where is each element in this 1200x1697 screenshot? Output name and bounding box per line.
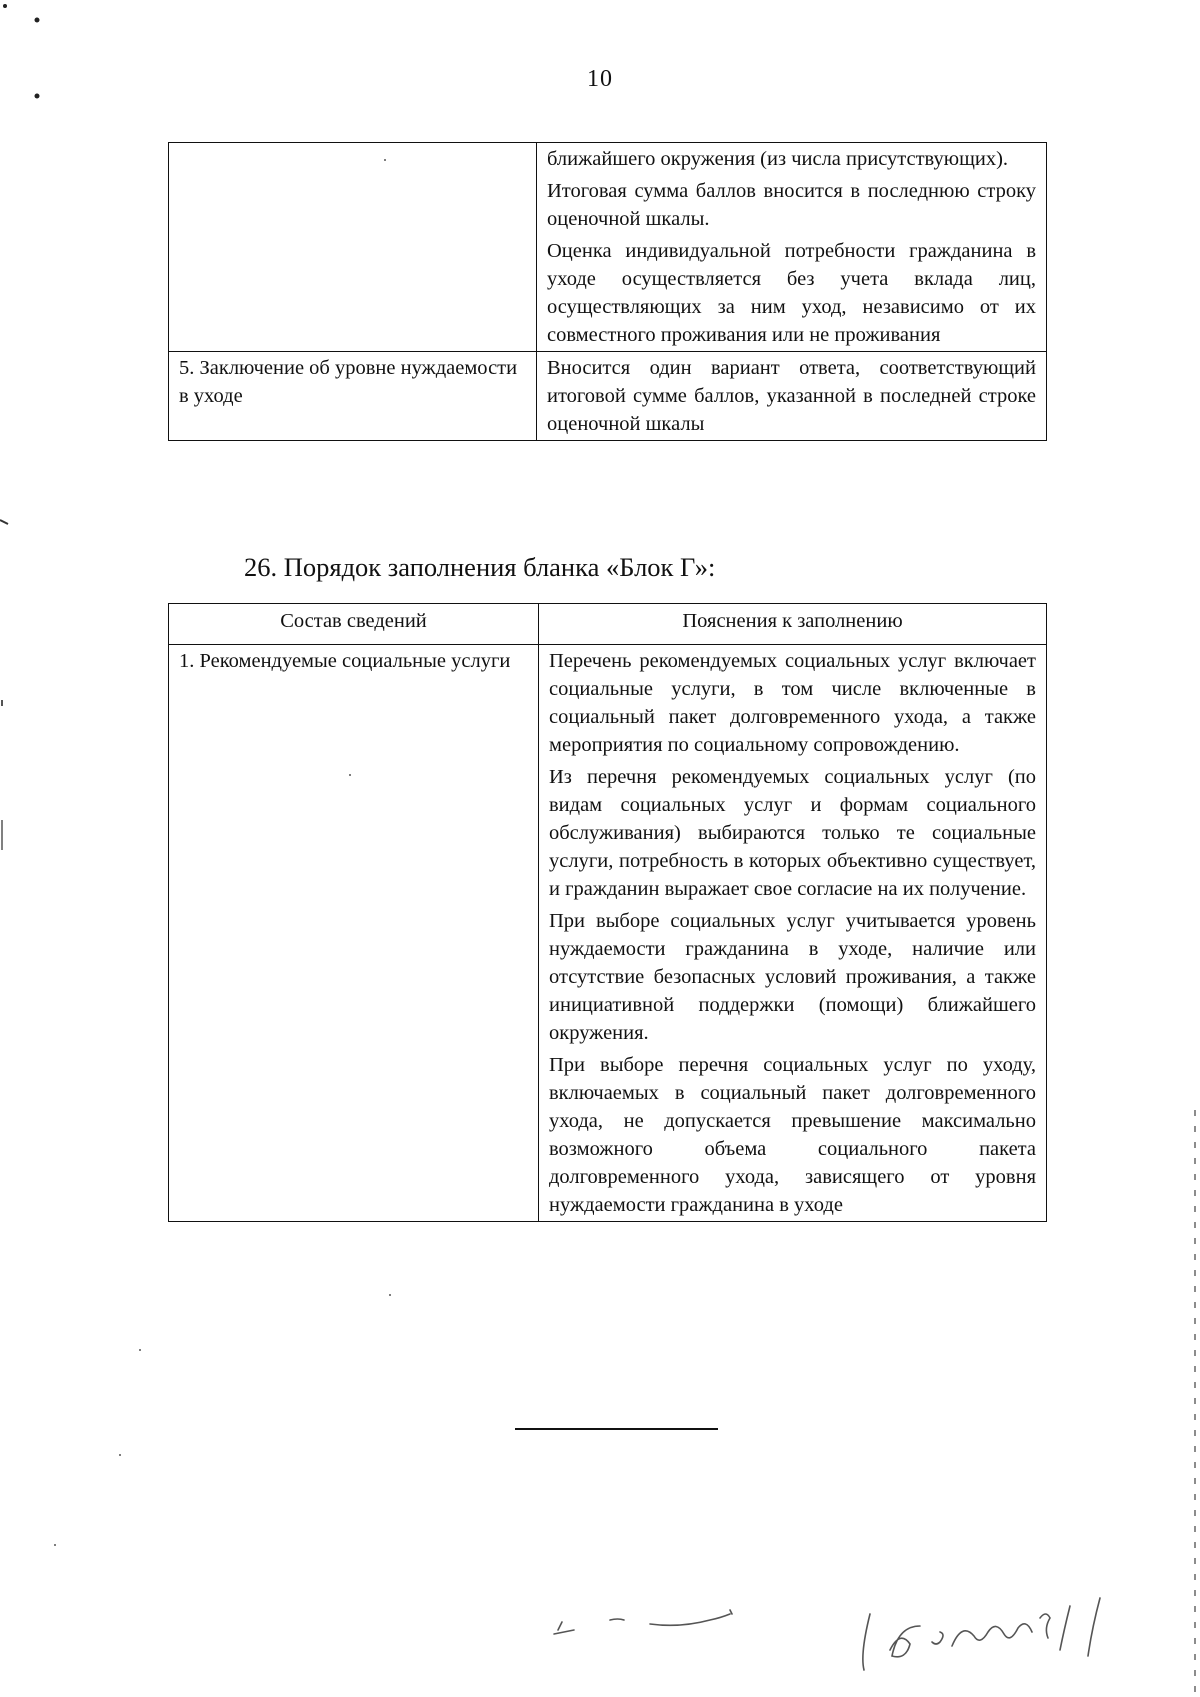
paragraph: При выборе перечня социальных услуг по уходу, включаемых в социальный пакет долговременного ухода, не допускается превышение максимально возможного объема социального пакета долговременного ухода, зависящего от уровня нуждаемости гражданина в уходе	[549, 1054, 1036, 1216]
table-cell-left: 1. Рекомендуемые социальные услуги	[169, 645, 539, 1222]
table-row	[169, 143, 1047, 352]
column-header-explanations: Пояснения к заполнению	[539, 604, 1047, 645]
paragraph: Итоговая сумма баллов вносится в последнюю строку оценочной шкалы.	[547, 180, 1036, 230]
table-cell-right	[539, 645, 1047, 1222]
table-cell-right	[537, 143, 1047, 352]
page-number: 10	[587, 66, 613, 92]
handwritten-signature	[540, 1590, 1160, 1690]
table-cell-left	[169, 143, 537, 352]
table-row	[169, 352, 1047, 441]
paragraph: Из перечня рекомендуемых социальных услуг (по видам социальных услуг и формам социального обслуживания) выбираются только те социальные услуги, потребность в которых объективно существует, и гражданин выражает свое согласие на их получение.	[549, 766, 1036, 900]
column-header-composition: Состав сведений	[169, 604, 539, 645]
end-rule	[515, 1428, 718, 1430]
section-heading: 26. Порядок заполнения бланка «Блок Г»:	[244, 552, 716, 582]
table-block-g	[168, 603, 1047, 1222]
paragraph: Оценка индивидуальной потребности гражданина в уходе осуществляется без учета вклада лиц, осуществляющих за ним уход, независимо от их совместного проживания или не проживания	[547, 240, 1036, 346]
table-cell-right	[537, 352, 1047, 441]
paragraph: Перечень рекомендуемых социальных услуг включает социальные услуги, в том числе включенные в социальный пакет долговременного ухода, а также мероприятия по социальному сопровождению.	[549, 650, 1036, 756]
paragraph: Вносится один вариант ответа, соответствующий итоговой сумме баллов, указанной в последней строке оценочной шкалы	[547, 357, 1036, 435]
table-header-row	[169, 604, 1047, 645]
paragraph: При выборе социальных услуг учитывается уровень нуждаемости гражданина в уходе, наличие или отсутствие безопасных условий проживания, а также инициативной поддержки (помощи) ближайшего окружения.	[549, 910, 1036, 1044]
table-continued	[168, 142, 1047, 441]
paragraph: ближайшего окружения (из числа присутствующих).	[547, 148, 1009, 170]
table-row	[169, 645, 1047, 1222]
table-cell-left: 5. Заключение об уровне нуждаемости в уходе	[169, 352, 537, 441]
